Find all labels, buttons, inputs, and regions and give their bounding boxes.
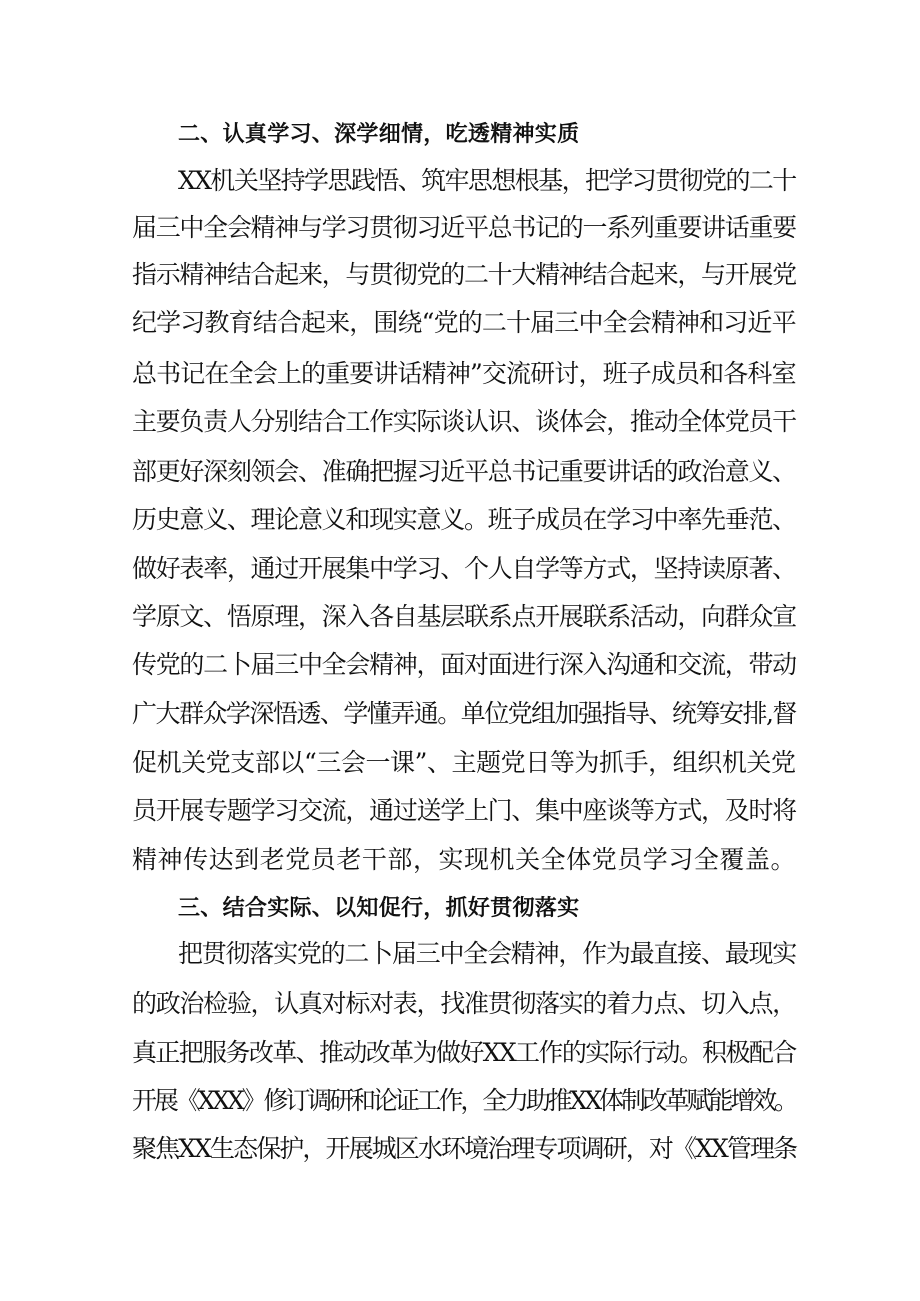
section-2-line: 纪学习教育结合起来，围绕“党的二十届三中全会精神和习近平 <box>132 308 796 337</box>
section-3-line: 开展《XXX》修订调研和论证工作，全力助推XX体制改革赋能增效。 <box>132 1086 796 1115</box>
section-2-line: 主要负责人分别结合工作实际谈认识、谈体会，推动全体党员干 <box>132 407 796 436</box>
section-2-line: 指示精神结合起来，与贯彻党的二十大精神结合起来，与开展党 <box>132 260 796 289</box>
section-2-line: 总书记在全会上的重要讲话精神”交流研讨，班子成员和各科室 <box>132 359 796 388</box>
section-2-line: 部更好深刻领会、准确把握习近平总书记重要讲话的政治意义、 <box>132 457 796 486</box>
section-3-heading: 三、结合实际、以知促行，抓好贯彻落实 <box>178 895 580 921</box>
section-2-heading: 二、认真学习、深学细情，吃透精神实质 <box>178 121 580 147</box>
section-2-line: 传党的二卜届三中全会精神，面对面进行深入沟通和交流，带动 <box>132 650 796 679</box>
section-2-line: 员开展专题学习交流，通过送学上门、集中座谈等方式，及时将 <box>132 796 796 825</box>
section-2-line: 做好表率，通过开展集中学习、个人自学等方式，坚持读原著、 <box>132 554 796 583</box>
section-2-line: 精神传达到老党员老干部，实现机关全体党员学习全覆盖。 <box>132 845 797 874</box>
section-3-line: 把贯彻落实党的二卜届三中全会精神，作为最直接、最现实 <box>178 939 797 968</box>
section-3-line: 的政治检验，认真对标对表，找准贯彻落实的着力点、切入点， <box>132 989 796 1018</box>
section-2-line: 促机关党支部以“三会一课”、主题党日等为抓手，组织机关党 <box>132 748 796 777</box>
section-2-line: 广大群众学深悟透、学懂弄通。单位党组加强指导、统筹安排,督 <box>132 699 796 728</box>
section-2-line: 历史意义、理论意义和现实意义。班子成员在学习中率先垂范、 <box>132 505 796 534</box>
section-2-line: 届三中全会精神与学习贯彻习近平总书记的一系列重要讲话重要 <box>132 213 796 242</box>
section-2-line: 学原文、悟原理，深入各自基层联系点开展联系活动，向群众宣 <box>132 602 796 631</box>
section-3-line: 真正把服务改革、推动改革为做好XX工作的实际行动。积极配合 <box>132 1038 796 1067</box>
section-3-line: 聚焦XX生态保护，开展城区水环境治理专项调研，对《XX管理条 <box>132 1134 797 1163</box>
section-2-line: XX机关坚持学思践悟、筑牢思想根基，把学习贯彻党的二十 <box>178 166 796 195</box>
